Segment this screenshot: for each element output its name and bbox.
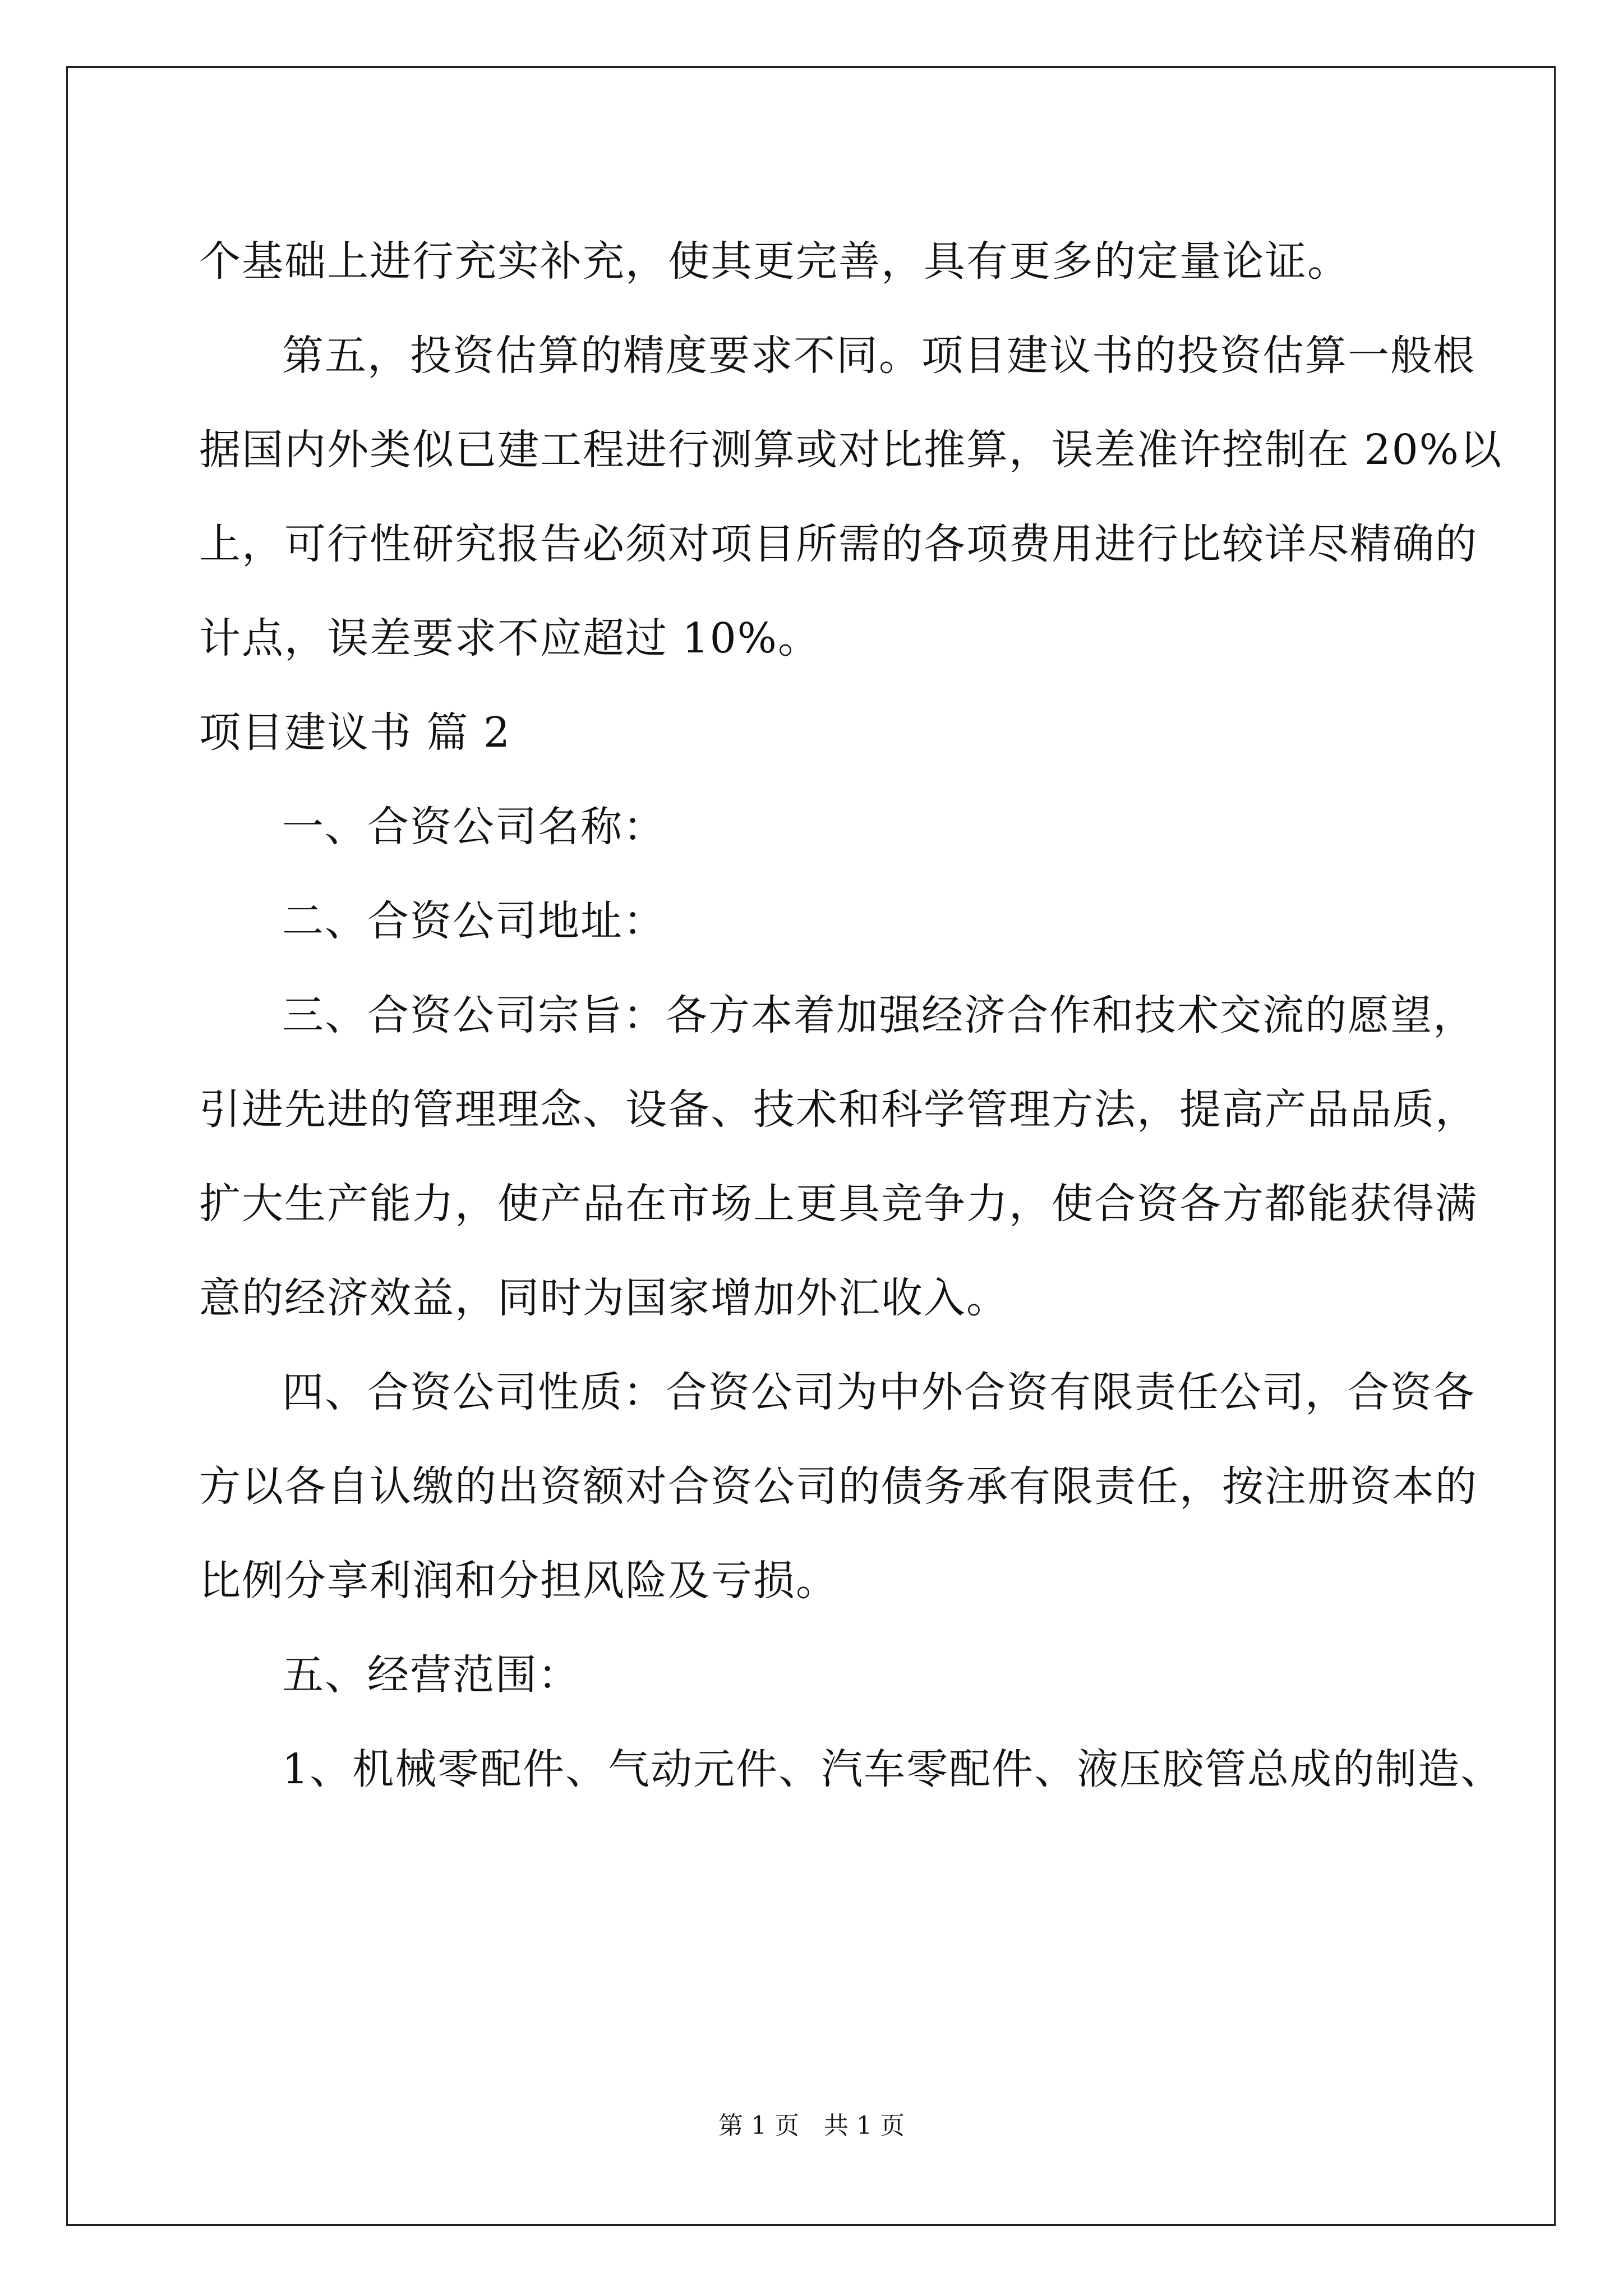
text-line: 1、机械零配件、气动元件、汽车零配件、液压胶管总成的制造、	[282, 1745, 1504, 1793]
text-line: 五、经营范围：	[282, 1651, 580, 1699]
page-footer: 第 1 页 共 1 页	[718, 2111, 905, 2140]
text-line: 计点，误差要求不应超过 10%。	[199, 614, 820, 662]
text-line: 三、合资公司宗旨：各方本着加强经济合作和技术交流的愿望，	[282, 991, 1476, 1039]
text-line: 个基础上进行充实补充，使其更完善，具有更多的定量论证。	[199, 237, 1350, 286]
text-line: 四、合资公司性质：合资公司为中外合资有限责任公司，合资各	[282, 1368, 1476, 1416]
text-line: 据国内外类似已建工程进行测算或对比推算，误差准许控制在 20%以	[199, 426, 1502, 474]
text-line: 意的经济效益，同时为国家增加外汇收入。	[199, 1274, 1009, 1322]
text-line: 第五，投资估算的精度要求不同。项目建议书的投资估算一般根	[282, 332, 1476, 380]
text-line: 比例分享利润和分担风险及亏损。	[199, 1557, 838, 1605]
text-line: 上，可行性研究报告必须对项目所需的各项费用进行比较详尽精确的	[199, 520, 1478, 568]
document-body	[199, 214, 1504, 1816]
text-line: 二、合资公司地址：	[282, 897, 666, 945]
text-line: 扩大生产能力，使产品在市场上更具竞争力，使合资各方都能获得满	[199, 1180, 1478, 1228]
text-line: 方以各自认缴的出资额对合资公司的债务承有限责任，按注册资本的	[199, 1462, 1478, 1511]
text-line: 一、合资公司名称：	[282, 803, 666, 851]
text-line: 引进先进的管理理念、设备、技术和科学管理方法，提高产品品质，	[199, 1085, 1478, 1134]
section-heading: 项目建议书 篇 2	[199, 708, 511, 757]
